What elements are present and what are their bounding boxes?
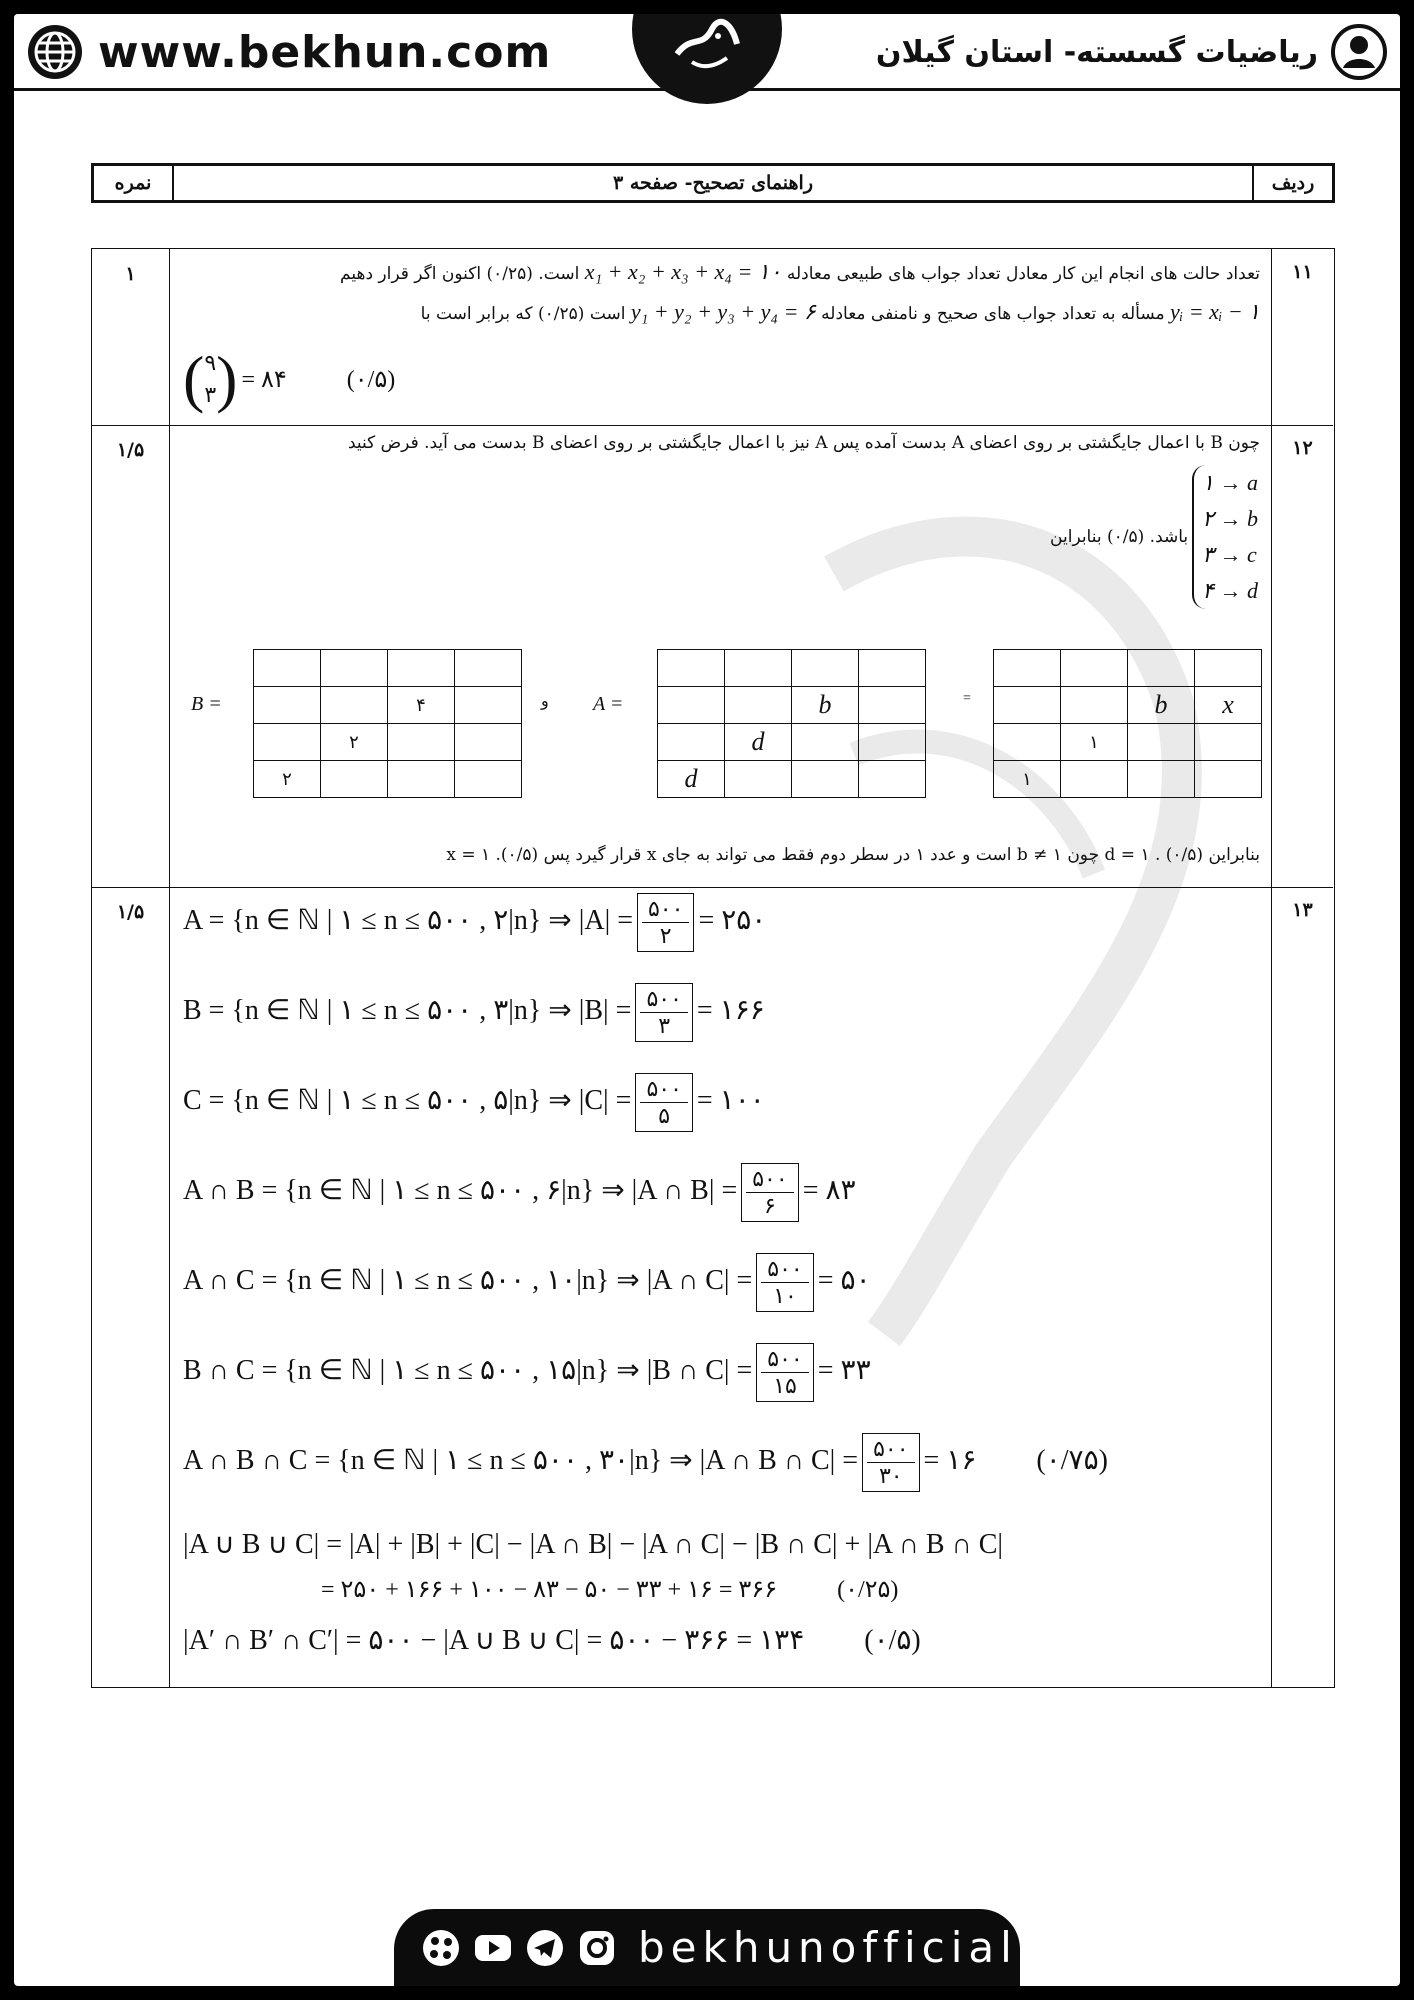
- matrix-cell: [321, 650, 388, 687]
- matrix-cell: [859, 724, 926, 761]
- page-title: ریاضیات گسسته- استان گیلان: [875, 34, 1318, 70]
- matrix-cell: ۲: [321, 724, 388, 761]
- matrix-cell: [455, 724, 522, 761]
- mapping-list: ۱ → a ۲ → b ۳ → c ۴ → d: [1192, 465, 1258, 609]
- matrix-cell: ۱: [1061, 724, 1128, 761]
- question-score: ۱: [92, 249, 170, 425]
- matrix-cell: [1061, 761, 1128, 798]
- matrix-cell: [994, 650, 1061, 687]
- matrix-cell: b: [792, 687, 859, 724]
- matrix-A: [657, 649, 926, 798]
- matrix-cell: b: [1128, 687, 1195, 724]
- matrix-cell: d: [658, 761, 725, 798]
- matrix-cell: [321, 687, 388, 724]
- matrix-cell: [1195, 761, 1262, 798]
- user-icon: [1330, 23, 1388, 81]
- matrix-cell: [254, 650, 321, 687]
- social-handle[interactable]: bekhunofficial: [638, 1923, 1018, 1972]
- matrix-cell: [658, 724, 725, 761]
- question-number: ۱۱: [1271, 249, 1333, 425]
- binomial-result: ( ۹ ۳ ) = ۸۴ (۰/۵): [183, 343, 396, 414]
- matrix-cell: [388, 650, 455, 687]
- matrix-cell: x: [1195, 687, 1262, 724]
- question-answer: [171, 249, 1270, 425]
- matrix-cell: d: [725, 724, 792, 761]
- and-label: و: [541, 691, 549, 710]
- matrix-cell: [859, 650, 926, 687]
- matrix-cell: ۲: [254, 761, 321, 798]
- equals-label: =: [963, 691, 971, 706]
- page: [14, 14, 1400, 1986]
- matrix-cell: [1128, 650, 1195, 687]
- globe-icon: [26, 23, 84, 81]
- matrix-cell: [388, 724, 455, 761]
- matrix-cell: [455, 761, 522, 798]
- question-row-11: [92, 249, 1333, 426]
- question-number: ۱۳: [1271, 887, 1333, 1687]
- question-row-13: [92, 887, 1333, 1687]
- matrix-cell: [254, 687, 321, 724]
- questions-table: [91, 248, 1335, 1688]
- site-link[interactable]: [26, 22, 551, 82]
- matrix-cell: [725, 650, 792, 687]
- matrix-cell: [1128, 724, 1195, 761]
- matrix-cell: [1061, 650, 1128, 687]
- matrix-B-label: B =: [191, 693, 222, 715]
- social-footer: [394, 1909, 1020, 1986]
- matrix-cell: [1128, 761, 1195, 798]
- matrix-cell: [792, 650, 859, 687]
- complement-line: |A′ ∩ B′ ∩ C′| = ۵۰۰ − |A ∪ B ∪ C| = ۵۰۰ − ۳۶۶ = ۱۳۴ (۰/۵): [183, 1625, 921, 1656]
- matrix-cell: [321, 761, 388, 798]
- matrix-A-label: A =: [593, 693, 624, 715]
- telegram-icon[interactable]: [524, 1927, 566, 1969]
- matrix-cell: [859, 761, 926, 798]
- answer-line: چون B با اعمال جایگشتی بر روی اعضای A بدست آمده پس A نیز با اعمال جایگشتی بر روی اعضای B بدست می آید. فرض کنید: [347, 433, 1260, 453]
- header-title-group: [876, 22, 1388, 82]
- instagram-icon[interactable]: [576, 1927, 618, 1969]
- matrix-cell: [1061, 687, 1128, 724]
- site-url[interactable]: www.bekhun.com: [98, 26, 552, 78]
- set-ABC-line: A ∩ B ∩ C = {n ∈ ℕ | ۱ ≤ n ≤ ۵۰۰ , ۳۰|n} ⇒ |A ∩ B ∩ C| = $\frac{۵۰۰}{۳۰}$ = ۱۶ (۰/۷۵): [183, 1433, 1108, 1492]
- header-bar: [14, 14, 1400, 91]
- radif-header: ردیف: [1252, 166, 1332, 200]
- matrix-cell: [994, 687, 1061, 724]
- matrix-cell: [792, 724, 859, 761]
- answer-conclusion: بنابراین d = ۱ . (۰/۵) چون b ≠ ۱ است و عدد ۱ در سطر دوم فقط می تواند به جای x قرار گیرد پس x = ۱ .(۰/۵): [446, 845, 1260, 865]
- matrix-cell: [658, 650, 725, 687]
- matrix-cell: [725, 687, 792, 724]
- matrix-cell: [1195, 724, 1262, 761]
- matrix-cell: [792, 761, 859, 798]
- matrix-cell: [388, 761, 455, 798]
- matrix-cell: [1195, 650, 1262, 687]
- set-C-line: C = {n ∈ ℕ | ۱ ≤ n ≤ ۵۰۰ , ۵|n} ⇒ |C| = $\frac{۵۰۰}{۵}$ = ۱۰۰: [183, 1073, 765, 1132]
- brand-logo: [632, 14, 782, 104]
- set-BC-line: B ∩ C = {n ∈ ℕ | ۱ ≤ n ≤ ۵۰۰ , ۱۵|n} ⇒ |B ∩ C| = $\frac{۵۰۰}{۱۵}$ = ۳۳: [183, 1343, 871, 1402]
- answer-line: تعداد حالت های انجام این کار معادل تعداد جواب های طبیعی معادله x₁ + x₂ + x₃ + x₄ = ۱۰ است. (۰/۲۵) اکنون اگر قرار دهیم: [340, 259, 1260, 284]
- matrix-cell: [455, 687, 522, 724]
- question-answer: [171, 425, 1270, 887]
- question-answer: [171, 887, 1270, 1687]
- score-header: نمره: [114, 172, 152, 194]
- matrix-cell: [994, 724, 1061, 761]
- question-row-12: [92, 425, 1333, 888]
- question-number: ۱۲: [1271, 425, 1333, 887]
- answer-key-title-bar: [91, 163, 1335, 203]
- matrix-cell: ۴: [388, 687, 455, 724]
- set-AB-line: A ∩ B = {n ∈ ℕ | ۱ ≤ n ≤ ۵۰۰ , ۶|n} ⇒ |A ∩ B| = $\frac{۵۰۰}{۶}$ = ۸۳: [183, 1163, 856, 1222]
- question-score: ۱/۵: [92, 887, 170, 1687]
- matrix-cell: ۱: [994, 761, 1061, 798]
- set-A-line: A = {n ∈ ℕ | ۱ ≤ n ≤ ۵۰۰ , ۲|n} ⇒ |A| = $\frac{۵۰۰}{۲}$ = ۲۵۰: [183, 893, 766, 952]
- aparat-icon[interactable]: [420, 1927, 462, 1969]
- matrix-cell: [859, 687, 926, 724]
- union-calc-line: = ۲۵۰ + ۱۶۶ + ۱۰۰ − ۸۳ − ۵۰ − ۳۳ + ۱۶ = ۳۶۶ (۰/۲۵): [321, 1577, 899, 1603]
- matrix-cell: [658, 687, 725, 724]
- union-line: |A ∪ B ∪ C| = |A| + |B| + |C| − |A ∩ B| − |A ∩ C| − |B ∩ C| + |A ∩ B ∩ C|: [183, 1529, 1003, 1560]
- mapping-block: ۱ → a ۲ → b ۳ → c ۴ → d باشد. (۰/۵) بنابراین: [1050, 465, 1258, 609]
- set-B-line: B = {n ∈ ℕ | ۱ ≤ n ≤ ۵۰۰ , ۳|n} ⇒ |B| = $\frac{۵۰۰}{۳}$ = ۱۶۶: [183, 983, 765, 1042]
- set-AC-line: A ∩ C = {n ∈ ℕ | ۱ ≤ n ≤ ۵۰۰ , ۱۰|n} ⇒ |A ∩ C| = $\frac{۵۰۰}{۱۰}$ = ۵۰: [183, 1253, 871, 1312]
- matrix-C: [993, 649, 1262, 798]
- answer-line: yᵢ = xᵢ − ۱ مسأله به تعداد جواب های صحیح و نامنفی معادله y₁ + y₂ + y₃ + y₄ = ۶ است (۰/۲۵) که برابر است با: [420, 299, 1260, 324]
- answer-key-page-title: راهنمای تصحیح- صفحه ۳: [172, 166, 1252, 200]
- matrix-cell: [254, 724, 321, 761]
- matrix-cell: [725, 761, 792, 798]
- youtube-icon[interactable]: [472, 1927, 514, 1969]
- matrix-B: [253, 649, 522, 798]
- question-score: ۱/۵: [92, 425, 170, 887]
- matrix-cell: [455, 650, 522, 687]
